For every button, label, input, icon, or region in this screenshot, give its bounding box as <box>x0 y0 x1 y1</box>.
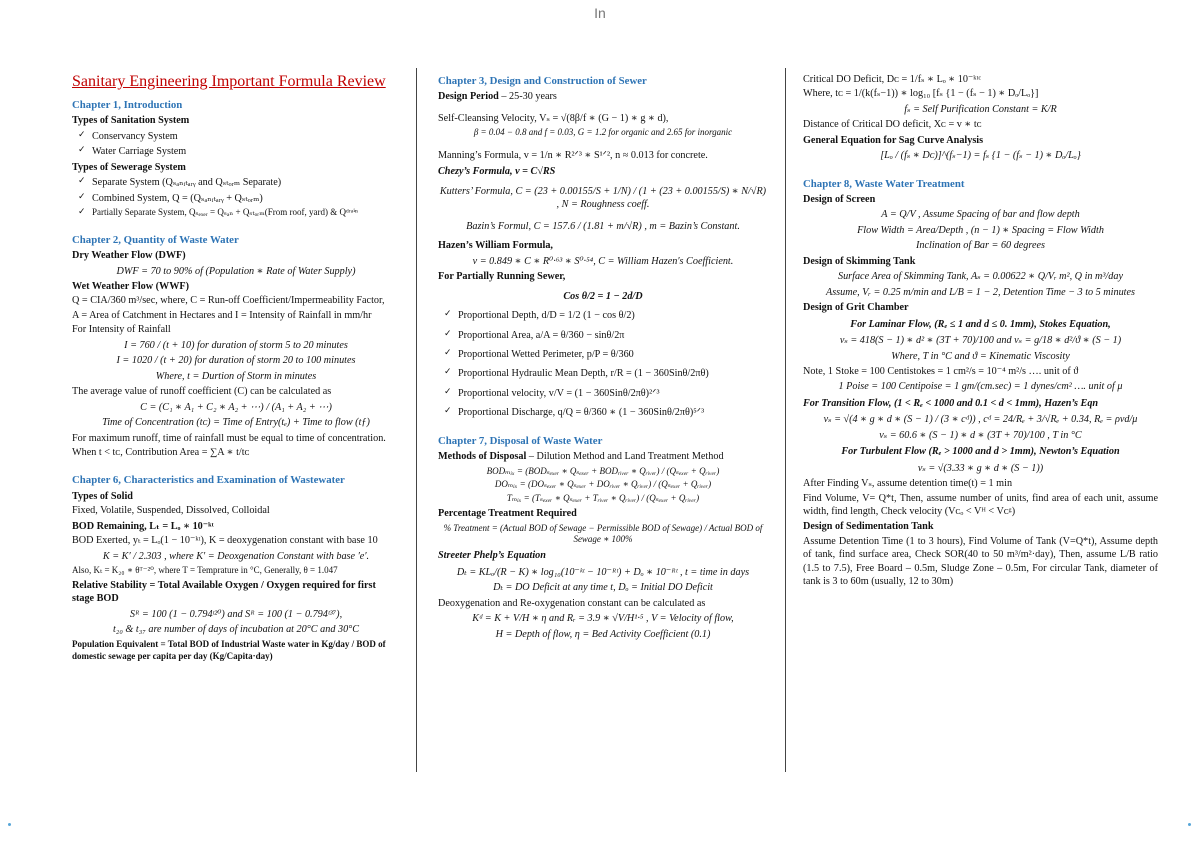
chapter-3-heading: Chapter 3, Design and Construction of Sewer <box>438 75 647 87</box>
bazin-formula: Bazin’s Formul, C = 157.6 / (1.81 + m/√R) , m = Bazin’s Constant. <box>466 220 740 232</box>
check-item: ✓ Partially Separate System, Qₛₑₓₑᵣ = Qₛₐₙ + Qₛₜₒᵣₘ(From roof, yard) & Qᵈʳᵃⁱⁿ <box>78 207 400 219</box>
critical-time-formula: Where, tᴄ = 1/(k(fₛ−1)) ∗ log₁₀ [fₛ {1 − (fₛ − 1) ∗ Dₒ/Lₒ}] <box>803 88 1039 100</box>
dwf-formula: DWF = 70 to 90% of (Population ∗ Rate of Water Supply) <box>116 265 356 277</box>
intensity-formula-2: I = 1020 / (t + 20) for duration of storm 20 to 100 minutes <box>116 355 356 367</box>
chapter-1-heading: Chapter 1, Introduction <box>72 99 183 111</box>
chapter-2-heading: Chapter 2, Quantity of Waste Water <box>72 233 239 246</box>
deox-note: Deoxygenation and Re-oxygenation constant can be calculated as <box>438 597 706 609</box>
check-item: ✓ Conservancy System <box>78 130 400 143</box>
design-period-value: – 25-30 years <box>498 91 557 103</box>
pct-treatment-formula: % Treatment = (Actual BOD of Sewage − Permissible BOD of Sewage) / Actual BOD of Sewage ∗ 100% <box>443 522 763 545</box>
grit-heading: Design of Grit Chamber <box>803 302 909 314</box>
kinematic-note: Where, T in °C and ϑ = Kinematic Viscosity <box>891 350 1070 362</box>
pct-treatment-heading: Percentage Treatment Required <box>438 508 577 520</box>
check-item: ✓ Proportional Hydraulic Mean Depth, r/R = (1 − 360Sinθ/2πθ) <box>444 367 768 380</box>
flow-width-formula: Flow Width = Area/Depth , (n − 1) ∗ Spacing = Flow Width <box>857 224 1104 236</box>
check-item: ✓ Proportional Depth, d/D = 1/2 (1 − cos θ/2) <box>444 309 768 322</box>
transition-formula: vₛ = √(4 ∗ g ∗ d ∗ (S − 1) / (3 ∗ cᵈ)) , cᵈ = 24/Rₑ + 3/√Rₑ + 0.34, Rₑ = ρvd/μ <box>823 414 1138 426</box>
design-period-label: Design Period <box>438 91 499 103</box>
cos-formula: Cos θ/2 = 1 − 2d/D <box>563 290 643 302</box>
column-right <box>803 72 1158 590</box>
dt-note: Dₜ = DO Deficit at any time t, Dₒ = Initial DO Deficit <box>493 582 713 594</box>
h-note: H = Depth of flow, η = Bed Activity Coefficient (0.1) <box>495 628 711 640</box>
chapter-6-heading: Chapter 6, Characteristics and Examination of Wastewater <box>72 474 345 487</box>
sag-curve-heading: General Equation for Sag Curve Analysis <box>803 134 984 146</box>
screen-area-formula: A = Q/V , Assume Spacing of bar and flow depth <box>881 209 1080 221</box>
stoke-unit-note: Note, 1 Stoke = 100 Centistokes = 1 cm²/s = 10⁻⁴ m²/s …. unit of ϑ <box>803 365 1079 377</box>
hazen-heading: Hazen’s William Formula, <box>438 240 553 252</box>
streeter-heading: Streeter Phelp’s Equation <box>438 550 546 562</box>
laminar-heading: For Laminar Flow, (Rₑ ≤ 1 and d ≤ 0. 1mm), Stokes Equation, <box>850 318 1111 330</box>
partial-sewer-heading: For Partially Running Sewer, <box>438 271 566 283</box>
incubation-note: t₂₀ & t₃₇ are number of days of incubation at 20°C and 30°C <box>112 624 360 636</box>
detention-note: After Finding Vₛ, assume detention time(t) = 1 min <box>803 478 1013 490</box>
methods-value: – Dilution Method and Land Treatment Method <box>526 451 724 463</box>
solid-types-heading: Types of Solid <box>72 490 133 502</box>
page-marker-dot <box>8 823 11 826</box>
dwf-heading: Dry Weather Flow (DWF) <box>72 250 186 262</box>
runoff-coeff-note: The average value of runoff coefficient (C) can be calculated as <box>72 386 332 398</box>
intensity-heading: For Intensity of Rainfall <box>72 324 171 336</box>
chapter-7-heading: Chapter 7, Disposal of Waste Water <box>438 434 603 447</box>
beta-note: β = 0.04 − 0.8 and f = 0.03, G = 1.2 for organic and 2.65 for inorganic <box>473 127 733 138</box>
check-item: ✓ Proportional velocity, v/V = (1 − 360Sinθ/2πθ)²ᐟ³ <box>444 387 768 400</box>
t-mix-formula: Tₘᵢₓ = (Tₛₑₓₑᵣ ∗ Qₛₑₓₑᵣ + Tᵣᵢᵥₑᵣ ∗ Qᵣᵢᵥₑᵣ) / (Qₛₑₓₑᵣ + Qᵣᵢᵥₑᵣ) <box>506 493 700 504</box>
skimming-formula: Surface Area of Skimming Tank, Aₛ = 0.00622 ∗ Q/Vᵣ m², Q in m³/day <box>837 271 1124 283</box>
hazen-settling-formula: vₛ = 60.6 ∗ (S − 1) ∗ d ∗ (3T + 70)/100 , T in °C <box>879 429 1082 441</box>
sedimentation-heading: Design of Sedimentation Tank <box>803 521 934 533</box>
hazen-formula: v = 0.849 ∗ C ∗ R⁰·⁶³ ∗ S⁰·⁵⁴, C = William Hazen′s Coefficient. <box>472 255 734 267</box>
kt-formula: Also, Kₜ = K₂₀ ∗ θᵀ⁻²⁰, where T = Temprature in °C, Generally, θ = 1.047 <box>72 564 338 575</box>
transition-heading: For Transition Flow, (1 < Rₑ < 1000 and 0.1 < d < 1mm), Hazen’s Eqn <box>803 397 1099 409</box>
storm-duration-note: Where, t = Durtion of Storm in minutes <box>155 370 317 382</box>
newton-formula: vₛ = √(3.33 ∗ g ∗ d ∗ (S − 1)) <box>917 462 1044 474</box>
check-item: ✓ Proportional Discharge, q/Q = θ/360 ∗ (1 − 360Sinθ/2πθ)⁵ᐟ³ <box>444 406 768 419</box>
max-runoff-note: For maximum runoff, time of rainfall must be equal to time of concentration. <box>72 432 386 444</box>
critical-distance-formula: Distance of Critical DO deficit, Xᴄ = v ∗ tᴄ <box>803 119 982 131</box>
concentration-time-formula: Time of Concentration (tᴄ) = Time of Entry(tₑ) + Time to flow (tƒ) <box>102 417 370 429</box>
document-title: Sanitary Engineering Important Formula Review <box>72 73 386 90</box>
streeter-formula: Dₜ = KLₒ/(R − K) ∗ log₁₀(10⁻ᵏᵗ − 10⁻ᴿᵗ) + Dₒ ∗ 10⁻ᴿᵗ , t = time in days <box>456 566 750 578</box>
critical-do-formula: Critical DO Deficit, Dᴄ = 1/fₛ ∗ Lₒ ∗ 10⁻ᵏᵗᶜ <box>803 74 982 85</box>
methods-label: Methods of Disposal <box>438 451 527 463</box>
stokes-formula: vₛ = 418(S − 1) ∗ d² ∗ (3T + 70)/100 and vₛ = g/18 ∗ d²/ϑ ∗ (S − 1) <box>839 335 1122 347</box>
kd-formula: Kᵈ = K + V/H ∗ η and Rᵣ = 3.9 ∗ √V/H¹·⁵ , V = Velocity of flow, <box>472 613 734 625</box>
rational-formula: Q = CIA/360 m³/sec, where, C = Run-off Coefficient/Impermeability Factor, <box>72 295 385 307</box>
sr-formula: Sᴿ = 100 (1 − 0.794ᵗ²⁰) and Sᴿ = 100 (1 − 0.794ᵗ³⁷), <box>129 608 343 620</box>
chapter-8-heading: Chapter 8, Waste Water Treatment <box>803 177 965 190</box>
bod-mix-formula: BODₘᵢₓ = (BODₛₑₓₑᵣ ∗ Qₛₑₓₑᵣ + BODᵣᵢᵥₑᵣ ∗ Qᵣᵢᵥₑᵣ) / (Qₛₑₓₑᵣ + Qᵣᵢᵥₑᵣ) <box>486 465 720 476</box>
fs-formula: fₛ = Self Purification Constant = K/R <box>904 103 1057 115</box>
skimming-assume: Assume, Vᵣ = 0.25 m/min and L/B = 1 − 2, Detention Time − 3 to 5 minutes <box>825 286 1136 298</box>
check-item: ✓ Proportional Area, a/A = θ/360 − sinθ/2π <box>444 329 768 342</box>
kutter-formula: Kutters’ Formula, C = (23 + 0.00155/S + 1/N) / (1 + (23 + 0.00155/S) ∗ N/√R) , N = Roughness coeff. <box>439 185 767 211</box>
screen-heading: Design of Screen <box>803 193 876 205</box>
column-left <box>72 72 400 663</box>
area-note: A = Area of Catchment in Hectares and I = Intensity of Rainfall in mm/hr <box>72 309 372 321</box>
volume-note: Find Volume, V= Q*t, Then, assume number of units, find area of each unit, assume width, find length, Check velocity (Vᴄₒ < Vᴴ < Vᴄᵍ) <box>803 492 1158 518</box>
column-divider-right <box>785 68 786 772</box>
column-divider-left <box>416 68 417 772</box>
check-item: ✓ Proportional Wetted Perimeter, p/P = θ/360 <box>444 348 768 361</box>
self-cleansing-formula: Self-Cleansing Velocity, Vₛ = √(8β/f ∗ (G − 1) ∗ g ∗ d), <box>438 112 669 124</box>
manning-formula: Manning’s Formula, v = 1/n ∗ R²ᐟ³ ∗ S¹ᐟ², n ≈ 0.013 for concrete. <box>438 150 708 162</box>
wwf-heading: Wet Weather Flow (WWF) <box>72 281 190 292</box>
column-middle <box>438 72 768 643</box>
check-item: ✓ Water Carriage System <box>78 145 400 158</box>
sedimentation-text: Assume Detention Time (1 to 3 hours), Find Volume of Tank (V=Q*t), Assume depth of tank, find surface area, Check SOR(40 to 50 m³/m²·day), Then, assume L/B ratio (1.5 to 7.5), Free Board – 0.5m, Sludge Zone – 0.5m, For circular Tank, diameter of tank is 3 to 60m (usually, 12 to 30m) <box>803 535 1158 588</box>
solid-types-list: Fixed, Volatile, Suspended, Dissolved, Colloidal <box>72 505 270 517</box>
bod-exerted-formula: BOD Exerted, yₜ = Lₒ(1 − 10⁻ᵏᵗ), K = deoxygenation constant with base 10 <box>72 535 378 547</box>
page-marker-dot <box>1188 823 1191 826</box>
watermark-text: In <box>594 5 606 21</box>
k-formula: K = K′ / 2.303 , where K′ = Deoxgenation Constant with base ′e′. <box>102 550 370 562</box>
runoff-coeff-formula: C = (C₁ ∗ A₁ + C₂ ∗ A₂ + ⋯) / (A₁ + A₂ + ⋯) <box>140 401 332 413</box>
sag-curve-formula: [Lₒ / (fₛ ∗ Dᴄ)]^(fₛ−1) = fₛ {1 − (fₛ − 1) ∗ Dₒ/Lₒ} <box>880 150 1081 162</box>
sanitation-types-heading: Types of Sanitation System <box>72 115 190 127</box>
relative-stability-formula: Relative Stability = Total Available Oxygen / Oxygen required for first stage BOD <box>72 579 376 605</box>
bod-remaining-formula: BOD Remaining, Lₜ = Lₒ ∗ 10⁻ᵏᵗ <box>72 520 214 532</box>
check-item: ✓ Separate System (Qₛₐₙᵢₜₐᵣᵧ and Qₛₜₒᵣₘ Separate) <box>78 176 400 189</box>
inclination-note: Inclination of Bar = 60 degrees <box>915 240 1045 252</box>
turbulent-heading: For Turbulent Flow (Rₑ > 1000 and d > 1mm), Newton’s Equation <box>841 446 1120 458</box>
intensity-formula-1: I = 760 / (t + 10) for duration of storm 5 to 20 minutes <box>124 339 348 351</box>
chezy-formula: Chezy’s Formula, v = C√RS <box>438 166 556 178</box>
skimming-heading: Design of Skimming Tank <box>803 255 916 267</box>
do-mix-formula: DOₘᵢₓ = (DOₛₑₓₑᵣ ∗ Qₛₑₓₑᵣ + DOᵣᵢᵥₑᵣ ∗ Qᵣᵢᵥₑᵣ) / (Qₛₑₓₑᵣ + Qᵣᵢᵥₑᵣ) <box>494 479 712 490</box>
sewerage-types-heading: Types of Sewerage System <box>72 161 186 173</box>
population-equivalent-formula: Population Equivalent = Total BOD of Industrial Waste water in Kg/day / BOD of domestic sewage per capita per day (Kg/Capita·day) <box>72 638 386 661</box>
contribution-area-formula: When t < tᴄ, Contribution Area = ∑A ∗ t/tᴄ <box>72 446 250 458</box>
check-item: ✓ Combined System, Q = (Qₛₐₙᵢₜₐᵣᵧ + Qₛₜₒᵣₘ) <box>78 192 400 205</box>
poise-unit-note: 1 Poise = 100 Centipoise = 1 gm/(cm.sec) = 1 dynes/cm² …. unit of μ <box>838 381 1123 393</box>
